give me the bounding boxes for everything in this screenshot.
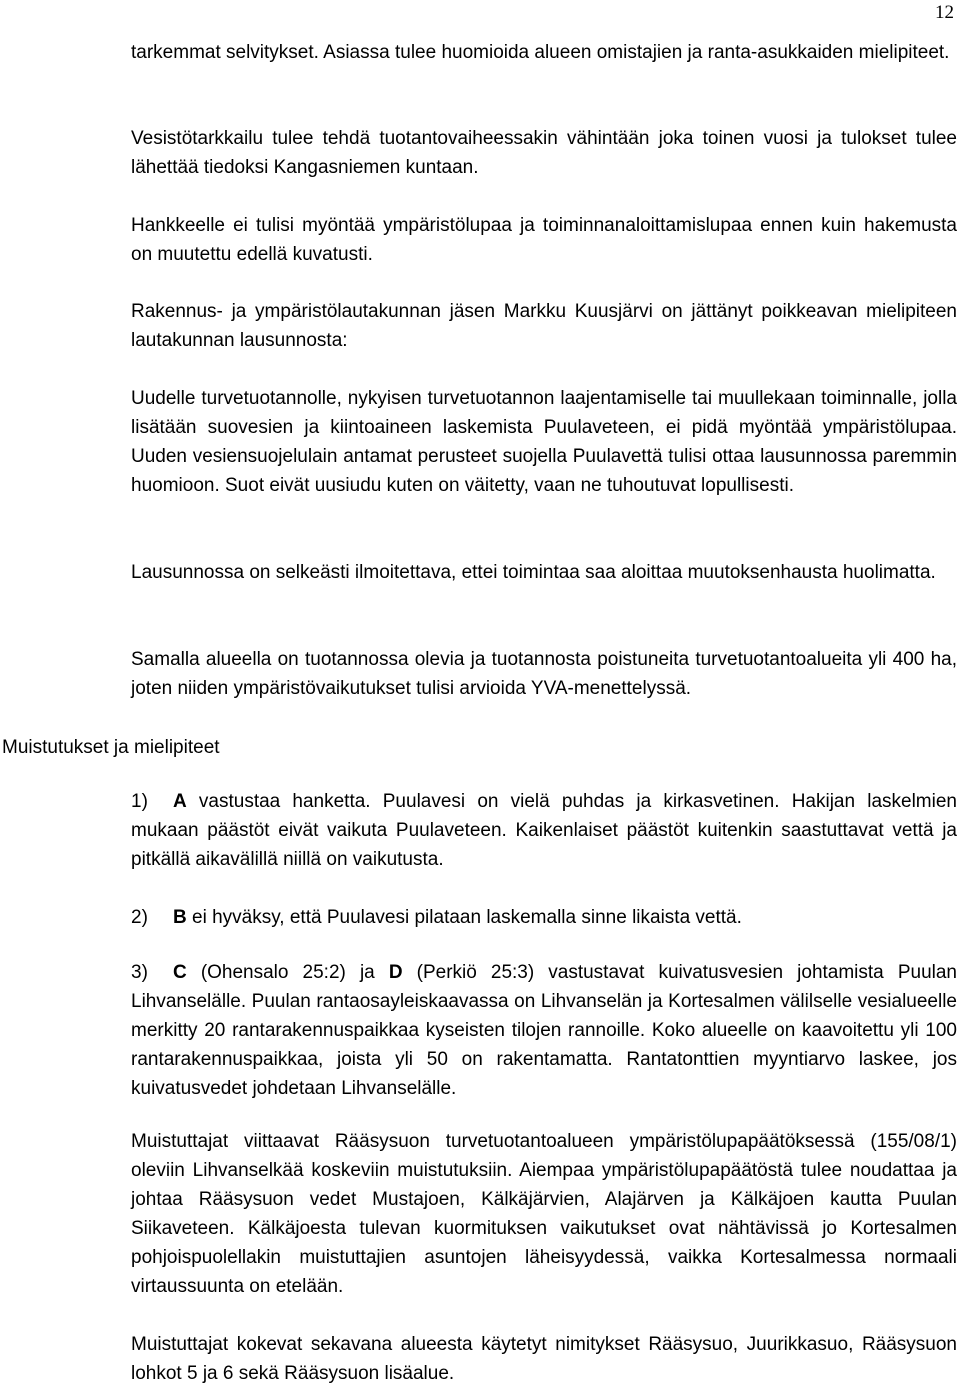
paragraph-muistuttajat-kokevat: Muistuttajat kokevat sekavana alueesta käytetyt nimitykset Rääsysuo, Juurikkasuo, Rääsysuon lohkot 5 ja 6 sekä Rääsysuon lisäalue. (131, 1334, 957, 1384)
party-label: B (173, 907, 187, 928)
paragraph-hankkeelle: Hankkeelle ei tulisi myöntää ympäristölupaa ja toiminnanaloittamislupaa ennen kuin hakemusta on muutettu edellä kuvatusti. (131, 215, 957, 265)
list-item-number: 2) (131, 907, 148, 928)
list-item-text: (Ohensalo 25:2) ja (186, 962, 389, 983)
list-item-number: 3) (131, 962, 148, 983)
paragraph-muistuttajat-viittaavat: Muistuttajat viittaavat Rääsysuon turvetuotantoalueen ympäristölupapäätöksessä (155/08/1) oleviin Lihvanselkää koskeviin muistutuksiin. Aiempaa ympäristölupapäätöstä tulee noudattaa ja johtaa Rääsysuon vedet Mustajoen, Kälkäjärvien, Alajärven ja Kälkäjoen kautta Puulan Siikaveteen. Kälkäjoesta tulevan kuormituksen vaikutukset ovat nähtävissä jo Kortesalmen pohjoispuolellakin muistuttajien asuntojen läheisyydessä, vaikka Kortesalmessa normaali virtaussuunta on etelään. (131, 1131, 957, 1297)
paragraph-vesistotarkkailu: Vesistötarkkailu tulee tehdä tuotantovaiheessakin vähintään joka toinen vuosi ja tulokset tulee lähettää tiedoksi Kangasniemen kuntaan. (131, 128, 957, 178)
page-number: 12 (935, 2, 954, 23)
list-item-text: (Perkiö 25:3) vastustavat kuivatusvesien johtamista Puulan Lihvanselälle. Puulan rantaosayleiskaavassa on Lihvanselän ja Kortesalmen välilselle vesialueelle merkitty 20 rantarakennuspaikkaa kyseisten tilojen rannoille. Koko alueelle on kaavoitettu yli 100 rantarakennuspaikkaa, joista yli 50 on rakentamatta. Rantatonttien myyntiarvo laskee, jos kuivatusvedet johdetaan Lihvanselälle. (131, 962, 957, 1099)
list-item-1 (131, 787, 957, 874)
paragraph-rakennus: Rakennus- ja ympäristölautakunnan jäsen Markku Kuusjärvi on jättänyt poikkeavan mielipiteen lautakunnan lausunnosta: (131, 301, 957, 351)
list-item-3 (131, 958, 957, 1103)
list-item-number: 1) (131, 791, 148, 812)
party-label: A (173, 791, 187, 812)
party-label: D (388, 962, 403, 983)
list-item-2 (131, 903, 957, 932)
list-item-text: vastustaa hanketta. Puulavesi on vielä puhdas ja kirkasvetinen. Hakijan laskelmien mukaan päästöt eivät vaikuta Puulaveteen. Kaikenlaiset päästöt kuitenkin saastuttavat vettä ja pitkällä aikavälillä niillä on vaikutusta. (131, 791, 957, 870)
paragraph-uudelle: Uudelle turvetuotannolle, nykyisen turvetuotannon laajentamiselle tai muullekaan toiminnalle, jolla lisätään suovesien ja kiintoaineen laskemista Puulaveteen, ei pidä myöntää ympäristölupaa. Uuden vesiensuojelulain antamat perusteet suojella Puulavettä tulisi ottaa lausunnossa paremmin huomioon. Suot eivät uusiudu kuten on väitetty, vaan ne tuhoutuvat lopullisesti. (131, 388, 957, 496)
paragraph-samalla: Samalla alueella on tuotannossa olevia ja tuotannosta poistuneita turvetuotantoalueita yli 400 ha, joten niiden ympäristövaikutukset tulisi arvioida YVA-menettelyssä. (131, 649, 957, 699)
paragraph-intro: tarkemmat selvitykset. Asiassa tulee huomioida alueen omistajien ja ranta-asukkaiden mielipiteet. (131, 42, 950, 63)
paragraph-lausunnossa: Lausunnossa on selkeästi ilmoitettava, ettei toimintaa saa aloittaa muutoksenhausta huolimatta. (131, 562, 936, 583)
section-heading-muistutukset: Muistutukset ja mielipiteet (2, 737, 220, 758)
party-label: C (173, 962, 187, 983)
list-item-text: ei hyväksy, että Puulavesi pilataan laskemalla sinne likaista vettä. (186, 907, 742, 928)
